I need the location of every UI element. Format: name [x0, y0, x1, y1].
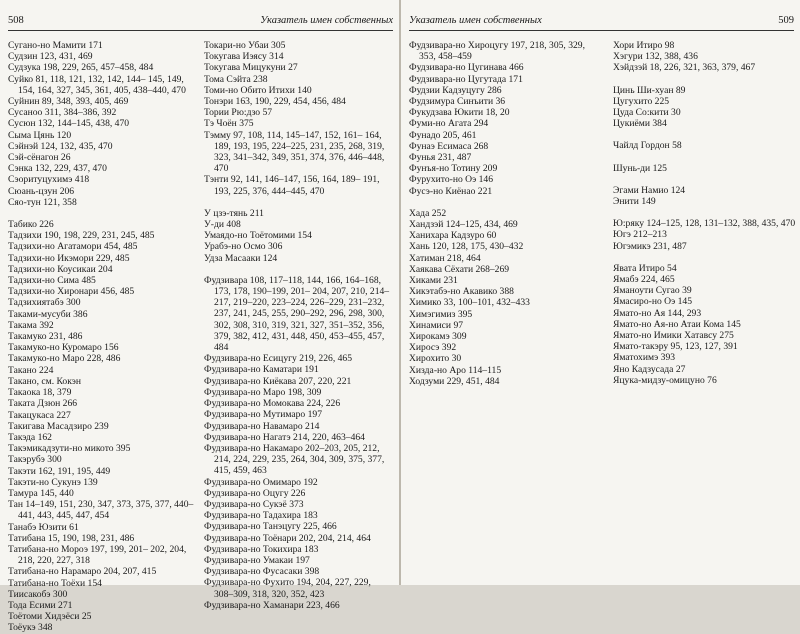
index-entry: Урабэ-но Осмо 306 [204, 241, 283, 253]
running-head: Указатель имен собственных [409, 15, 542, 26]
index-entry: Суйко 81, 118, 121, 132, 142, 144– 145, 149, 154, 164, 327, 345, 361, 405, 438–440, 470 [8, 73, 186, 96]
index-entry: Фудзивара-но Тоёнари 202, 204, 214, 464 [204, 532, 371, 544]
index-entry: Хань 120, 128, 175, 430–432 [409, 241, 524, 253]
index-entry: Ханихара Кадзуро 60 [409, 230, 497, 242]
index-entry: Фудзивара-но Сукэё 373 [204, 498, 304, 510]
index-entry: Химико 33, 100–101, 432–433 [409, 297, 530, 309]
index-entry: Хандзэй 124–125, 434, 469 [409, 219, 518, 231]
right-page [401, 0, 800, 585]
index-entry: Суйнин 89, 348, 393, 405, 469 [8, 96, 129, 108]
index-entry: Тэнти 92, 141, 146–147, 156, 164, 189– 191, 193, 225, 376, 444–445, 470 [204, 174, 380, 197]
left-page-header [8, 14, 393, 31]
index-entry: Фунъя-но Тотину 209 [409, 163, 498, 175]
index-entry: Фурухито-но Оэ 146 [409, 174, 493, 186]
index-entry: Фудзивара-но Накамаро 202–203, 205, 212, 214, 224, 229, 235, 264, 304, 309, 375, 377, 415, 459, 463 [204, 442, 385, 477]
index-entry: Фудзивара-но Омимаро 192 [204, 476, 318, 488]
index-entry: Фудзивара-но Фусасаки 398 [204, 566, 320, 578]
index-entry: Ямато-такэру 95, 123, 127, 391 [613, 341, 738, 353]
index-entry: Химэгимиз 395 [409, 308, 473, 320]
index-entry: Хаякава Сёхати 268–269 [409, 263, 510, 275]
index-entry: Фудзивара-но Маро 198, 309 [204, 386, 322, 398]
index-column-3 [409, 40, 597, 387]
index-entry: Такама 392 [8, 319, 54, 331]
index-entry: Фудзивара-но Мутимаро 197 [204, 409, 322, 421]
index-entry: Танабэ Юзити 61 [8, 521, 79, 533]
index-entry: Судзука 198, 229, 265, 457–458, 484 [8, 62, 154, 74]
index-entry: Татибана-но Нарамаро 204, 207, 415 [8, 566, 157, 578]
index-entry: Томи-но Обито Итихи 140 [204, 84, 312, 96]
index-entry: Тода Есими 271 [8, 599, 73, 611]
index-entry: У цзэ-тянь 211 [204, 207, 264, 219]
index-entry: Фудзивара-но Хаманари 223, 466 [204, 599, 340, 611]
index-entry: Фунья 231, 487 [409, 152, 472, 164]
index-entry: Хикэтабэ-но Акавико 388 [409, 286, 514, 298]
index-entry: Хинамиси 97 [409, 319, 464, 331]
index-entry: Таками-мусуби 386 [8, 308, 88, 320]
index-entry: Яцука-мидзу-омицуно 76 [613, 374, 717, 386]
index-entry: Сэй-сёнагон 26 [8, 152, 71, 164]
index-entry: Тадзихи-но Коусикаи 204 [8, 263, 113, 275]
index-entry: Фудзивара-но Цугутада 171 [409, 73, 523, 85]
index-entry: Ямабэ 224, 465 [613, 274, 675, 286]
index-column-1 [8, 40, 196, 634]
index-entry: Фудзивара-но Умакаи 197 [204, 554, 310, 566]
index-entry: Сэоритуцухимэ 418 [8, 174, 90, 186]
index-entry: Хизда-но Аро 114–115 [409, 364, 502, 376]
index-entry: Татибана-но Тоёхи 154 [8, 577, 102, 589]
index-entry: Хиками 231 [409, 275, 458, 287]
index-entry: Тадзихи-но Хиронари 456, 485 [8, 286, 135, 298]
index-entry: Фунаэ Есимаса 268 [409, 140, 489, 152]
running-head: Указатель имен собственных [260, 15, 393, 26]
index-entry: Сюань-цзун 206 [8, 185, 75, 197]
section-gap [613, 129, 797, 140]
index-entry: Таката Дзюн 266 [8, 398, 78, 410]
index-entry: Такэти 162, 191, 195, 449 [8, 465, 111, 477]
index-entry: Фудзивара-но Каматари 191 [204, 364, 319, 376]
index-entry: Тоёукэ 348 [8, 622, 53, 634]
index-entry: Сусаноо 311, 384–386, 392 [8, 107, 117, 119]
index-entry: Хори Итиро 98 [613, 40, 675, 51]
index-entry: Фудзивара-но Хироцугу 197, 218, 305, 329, 353, 458–459 [409, 40, 586, 63]
index-entry: Югэ 212–213 [613, 229, 667, 241]
index-entry: Югэмикэ 231, 487 [613, 240, 687, 252]
index-entry: Такано, см. Кокэн [8, 375, 82, 387]
index-entry: Ямато-но Ая-но Атаи Кома 145 [613, 318, 741, 330]
index-entry: Сяо-тун 121, 358 [8, 196, 77, 208]
index-entry: Фусэ-но Киёнао 221 [409, 185, 493, 197]
index-entry: Ходзуми 229, 451, 484 [409, 375, 500, 387]
index-entry: Такано 224 [8, 364, 54, 376]
index-entry: Цугухито 225 [613, 95, 670, 107]
index-entry: Хэгури 132, 388, 436 [613, 51, 698, 63]
section-gap [613, 252, 797, 263]
section-gap [409, 197, 597, 208]
index-entry: Ямасиро-но Оэ 145 [613, 296, 693, 308]
index-entry: Татибана 15, 190, 198, 231, 486 [8, 532, 135, 544]
index-entry: Фудзивара-но Танэцугу 225, 466 [204, 521, 337, 533]
index-entry: Фудзивара-но Фухито 194, 204, 227, 229, 308–309, 318, 320, 352, 423 [204, 577, 371, 600]
section-gap [613, 74, 797, 85]
index-entry: Фунадо 205, 461 [409, 129, 477, 141]
index-entry: Тадзихи-но Агатамори 454, 485 [8, 241, 138, 253]
index-entry: Хада 252 [409, 207, 447, 219]
index-entry: Тадзихи-но Икэмори 229, 485 [8, 252, 130, 264]
index-entry: Тэмму 97, 108, 114, 145–147, 152, 161– 164, 189, 193, 195, 224–225, 231, 235, 268, 319, 323, 341–342, 349, 351, 374, 376, 446–448, 470 [204, 129, 385, 175]
index-entry: Сугано-но Мамити 171 [8, 40, 103, 51]
index-entry: Тоётоми Хидэёси 25 [8, 611, 92, 623]
index-entry: Фудзивара-но Тадахира 183 [204, 510, 318, 522]
index-entry: Токари-но Убаи 305 [204, 40, 286, 51]
index-entry: Хэйдзэй 18, 226, 321, 363, 379, 467 [613, 62, 756, 74]
index-entry: Такамуко-но Куромаро 156 [8, 342, 119, 354]
index-entry: Фудзии Кадзуцугу 286 [409, 84, 502, 96]
index-entry: Тан 14–149, 151, 230, 347, 373, 375, 377, 440–441, 443, 445, 447, 454 [8, 499, 194, 522]
index-column-2 [204, 40, 392, 611]
index-entry: Тэ Чоён 375 [204, 118, 254, 130]
index-entry: Фудзивара-но Момокава 224, 226 [204, 398, 341, 410]
index-entry: Сусюн 132, 144–145, 438, 470 [8, 118, 130, 130]
index-entry: Тонэри 163, 190, 229, 454, 456, 484 [204, 96, 346, 108]
index-entry: Ямато-но Имики Хатавсу 275 [613, 330, 734, 342]
index-entry: У-ди 408 [204, 219, 241, 231]
index-entry: Токугава Иэясу 314 [204, 51, 284, 63]
index-entry: Тадзихи 190, 198, 229, 231, 245, 485 [8, 230, 155, 242]
index-entry: Фудзивара-но Цугинава 466 [409, 62, 524, 74]
index-entry: Цукиёми 384 [613, 118, 667, 130]
index-entry: Тадзихиятабэ 300 [8, 297, 81, 309]
index-entry: Тадзихи-но Сима 485 [8, 275, 96, 287]
index-entry: Сэйнэй 124, 132, 435, 470 [8, 140, 113, 152]
page-number: 508 [8, 15, 24, 26]
index-entry: Хирохито 30 [409, 353, 462, 365]
page-number: 509 [778, 15, 794, 26]
index-entry: Хиросэ 392 [409, 342, 457, 354]
index-entry: Такэмикадзути-но микото 395 [8, 443, 131, 455]
index-entry: Явата Итиро 54 [613, 262, 677, 274]
index-entry: Чайлд Гордон 58 [613, 140, 682, 152]
index-entry: Сэнка 132, 229, 437, 470 [8, 163, 107, 175]
index-entry: Хатиман 218, 464 [409, 252, 481, 264]
index-entry: Умаядо-но Тоётомими 154 [204, 230, 312, 242]
index-entry: Фудзивара-но Оцугу 226 [204, 487, 306, 499]
index-entry: Татибана-но Мороэ 197, 199, 201– 202, 204, 218, 220, 227, 318 [8, 543, 187, 567]
index-entry: Тиисакобэ 300 [8, 588, 68, 600]
index-entry: Такэти-но Сукунэ 139 [8, 476, 98, 488]
section-gap [204, 264, 392, 275]
index-entry: Фукудзава Юкити 18, 20 [409, 107, 510, 119]
index-entry: Энити 149 [613, 196, 656, 208]
index-entry: Тамура 145, 440 [8, 487, 74, 499]
index-entry: Фудзивара-но Есицугу 219, 226, 465 [204, 353, 353, 365]
index-entry: Такамуко-но Маро 228, 486 [8, 353, 121, 365]
index-entry: Фудзимура Синъити 36 [409, 96, 506, 108]
index-entry: Яматохимэ 393 [613, 352, 676, 364]
index-entry: Такэрубэ 300 [8, 454, 62, 466]
index-entry: Такэда 162 [8, 431, 52, 443]
index-entry: Такамуко 231, 486 [8, 331, 83, 343]
index-entry: Фудзивара-но Киёкава 207, 220, 221 [204, 375, 352, 387]
index-entry: Яно Кадзусада 27 [613, 363, 686, 375]
index-entry: Такацукаса 227 [8, 409, 71, 421]
index-entry: Удза Масааки 124 [204, 252, 278, 264]
index-entry: Цинь Ши-хуан 89 [613, 84, 686, 96]
section-gap [613, 207, 797, 218]
index-entry: Фудзивара 108, 117–118, 144, 166, 164–168, 173, 178, 190–199, 201– 204, 207, 210, 214–217, 219–220, 223–224, 226–229, 231–232, 237, 241, 245, 255, 290–292, 296, 298, 300, 302, 308, 310, 319, 321, 327, 351–352, 356, 379, 382, 412, 431, 448, 450, 453–455, 457, 484 [204, 274, 390, 354]
index-entry: Такаока 18, 379 [8, 387, 72, 399]
index-entry: Тома Сэйта 238 [204, 73, 268, 85]
index-entry: Шунь-ди 125 [613, 162, 667, 174]
index-entry: Хирокамэ 309 [409, 331, 467, 343]
index-entry: Фудзивара-но Нагатэ 214, 220, 463–464 [204, 431, 365, 443]
index-entry: Такигава Масадзиро 239 [8, 420, 109, 432]
section-gap [613, 174, 797, 185]
section-gap [613, 152, 797, 163]
index-entry: Фуми-но Агата 294 [409, 118, 489, 130]
index-entry: Ямато-но Ая 144, 293 [613, 307, 702, 319]
index-entry: Фудзивара-но Токихира 183 [204, 543, 319, 555]
index-entry: Судзин 123, 431, 469 [8, 51, 93, 63]
index-entry: Фудзивара-но Навамаро 214 [204, 420, 320, 432]
index-entry: Токугава Мицукуни 27 [204, 62, 298, 74]
section-gap [204, 197, 392, 208]
right-page-header [409, 14, 794, 31]
index-entry: Ю:ряку 124–125, 128, 131–132, 388, 435, 470 [613, 218, 796, 230]
section-gap [8, 208, 196, 219]
index-entry: Тории Рю:дзо 57 [204, 107, 273, 119]
index-entry: Эгами Намио 124 [613, 184, 686, 196]
index-entry: Цуда Со:кити 30 [613, 107, 681, 119]
left-page [0, 0, 399, 634]
index-entry: Яманоути Сугао 39 [613, 285, 692, 297]
index-entry: Сыма Цянь 120 [8, 129, 72, 141]
index-column-4 [613, 40, 797, 386]
index-entry: Табико 226 [8, 219, 54, 231]
